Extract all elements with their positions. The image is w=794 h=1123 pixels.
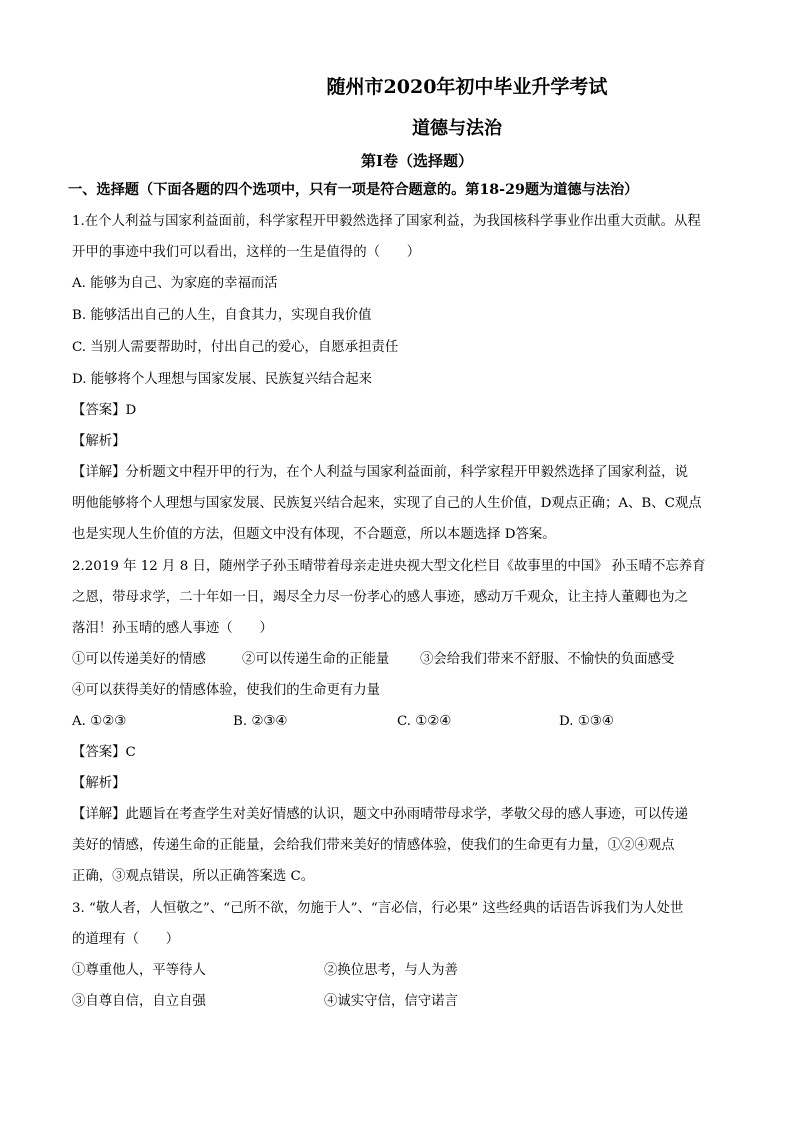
q2-detail-line-2: 美好的情感，传递生命的正能量，会给我们带来美好的情感体验，使我们的生命更有力量，①②④观点 [72,838,675,853]
q1-detail-line-2: 明他能够将个人理想与国家发展、民族复兴结合起来，实现了自己的人生价值，D观点正确；A、B、C观点 [72,496,702,511]
q1-stem-line-2: 开甲的事迹中我们可以看出，这样的一生是值得的（ ） [72,245,421,260]
q2-option-a: A. ①②③ [72,714,127,729]
q3-item-1: ①尊重他人，平等待人 [72,963,206,978]
q2-stem-line-2: 之恩，带母求学，二十年如一日，竭尽全力尽一份孝心的感人事迹，感动万千观众，让主持人董卿也为之 [72,590,688,605]
q3-item-4: ④诚实守信，信守诺言 [324,994,458,1009]
q2-item-3: ③会给我们带来不舒服、不愉快的负面感受 [420,652,675,667]
volume-title: 第Ⅰ卷（选择题） [360,152,474,170]
q2-detail-line-1: 【详解】此题旨在考查学生对美好情感的认识，题文中孙雨晴带母求学，孝敬父母的感人事迹，可以传递 [72,807,688,822]
q2-option-b: B. ②③④ [233,714,288,729]
q2-item-2: ②可以传递生命的正能量 [242,652,390,667]
q1-analysis-label: 【解析】 [72,434,126,449]
q3-stem-line-1: 3. “敬人者，人恒敬之”、“己所不欲，勿施于人”、“言必信，行必果” 这些经典的话语告诉我们为人处世 [72,901,684,916]
q2-item-4: ④可以获得美好的情感体验，使我们的生命更有力量 [72,683,380,698]
q2-item-1: ①可以传递美好的情感 [72,652,206,667]
q1-detail-line-1: 【详解】分析题文中程开甲的行为，在个人利益与国家利益面前，科学家程开甲毅然选择了国家利益，说 [72,465,688,480]
q2-stem-line-3: 落泪！孙玉晴的感人事迹（ ） [72,621,273,636]
q2-items-row-1 [72,650,732,670]
q1-option-a: A. 能够为自己、为家庭的幸福而活 [72,276,278,291]
q1-detail-line-3: 也是实现人生价值的方法，但题文中没有体现，不合题意，所以本题选择 D答案。 [72,527,556,542]
q1-option-b: B. 能够活出自己的人生，自食其力，实现自我价值 [72,308,372,323]
q2-answer: 【答案】C [72,745,136,760]
q3-item-2: ②换位思考，与人为善 [324,963,458,978]
q2-option-d: D. ①③④ [559,714,614,729]
q1-option-c: C. 当别人需要帮助时，付出自己的爱心，自愿承担责任 [72,340,399,355]
q3-items-row-1 [72,961,732,981]
q3-item-3: ③自尊自信，自立自强 [72,994,206,1009]
section-heading: 一、选择题（下面各题的四个选项中，只有一项是符合题意的。第18-29题为道德与法治） [68,182,639,198]
exam-title: 随州市2020年初中毕业升学考试 [326,76,608,98]
subject-title: 道德与法治 [412,118,502,139]
q3-stem-line-2: 的道理有（ ） [72,932,180,947]
q3-items-row-2 [72,992,732,1012]
q1-option-d: D. 能够将个人理想与国家发展、民族复兴结合起来 [72,372,372,387]
q2-option-c: C. ①②④ [397,714,452,729]
q2-detail-line-3: 正确，③观点错误，所以正确答案选 C。 [72,869,315,884]
q2-analysis-label: 【解析】 [72,776,126,791]
q1-stem-line-1: 1.在个人利益与国家利益面前，科学家程开甲毅然选择了国家利益，为我国核科学事业作出重大贡献。从程 [72,214,701,229]
q2-stem-line-1: 2.2019 年 12 月 8 日，随州学子孙玉晴带着母亲走进央视大型文化栏目《故事里的中国》 孙玉晴不忘养育 [72,559,706,574]
q2-options-row [72,712,732,732]
q1-answer: 【答案】D [72,403,137,418]
